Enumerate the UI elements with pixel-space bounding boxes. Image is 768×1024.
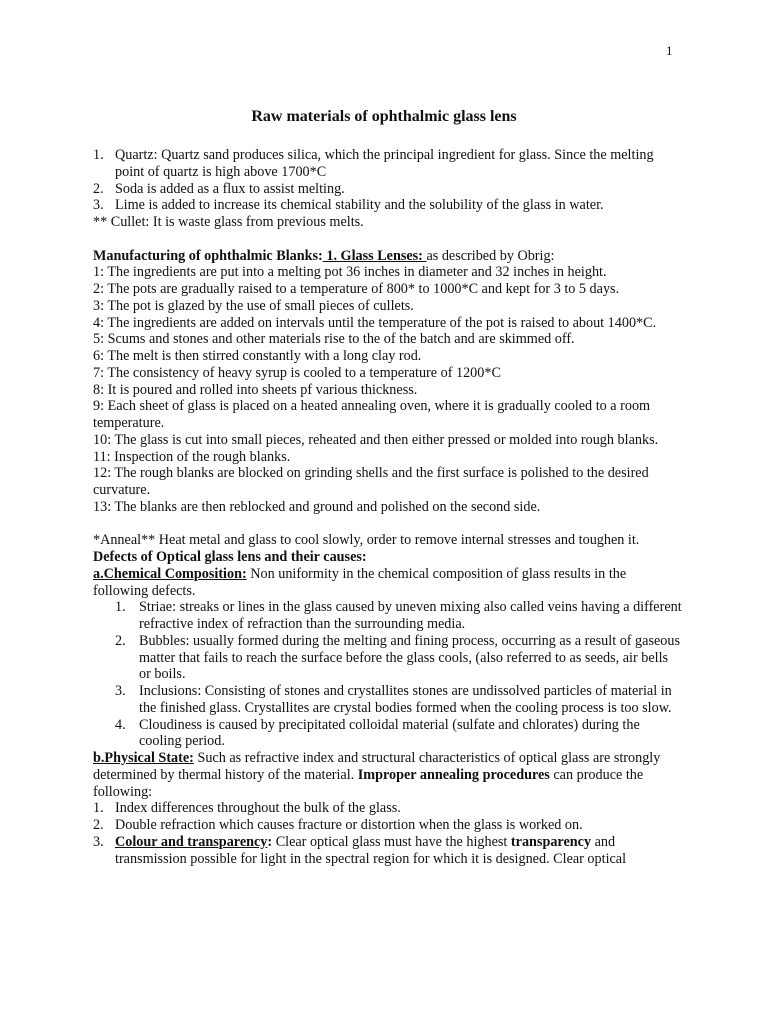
document-title: Raw materials of ophthalmic glass lens: [251, 108, 517, 125]
list-item: 3. Colour and transparency: Clear optical glass must have the highest transparency and transmission possible for light in the spectral region for which it is designed. Clear optical: [93, 833, 627, 867]
list-item: 4: The ingredients are added on intervals until the temperature of the pot is raised to about 1400*C.: [93, 314, 657, 331]
list-item: 2: The pots are gradually raised to a temperature of 800* to 1000*C and kept for 3 to 5 days.: [93, 281, 620, 297]
page-number: 1: [666, 43, 673, 58]
raw-materials-list: [93, 147, 683, 214]
anneal-note: *Anneal** Heat metal and glass to cool slowly, order to remove internal stresses and toughen it.: [93, 532, 640, 549]
list-item: 3. Lime is added to increase its chemical stability and the solubility of the glass in water.: [93, 197, 604, 214]
list-item: 3: The pot is glazed by the use of small pieces of cullets.: [93, 297, 414, 314]
physical-state-paragraph: b.Physical State: Such as refractive index and structural characteristics of optical glass are strongly determined by thermal history of the material. Improper annealing procedures can produce the following:: [93, 750, 661, 800]
list-item: 1. Index differences throughout the bulk of the glass.: [93, 800, 401, 817]
list-item: 10: The glass is cut into small pieces, reheated and then either pressed or molded into rough blanks.: [93, 431, 659, 448]
list-item: 11: Inspection of the rough blanks.: [93, 448, 291, 465]
manufacturing-steps: [93, 264, 683, 515]
list-item: 9: Each sheet of glass is placed on a heated annealing oven, where it is gradually cooled to a room temperature.: [93, 398, 651, 431]
list-item: 1. Quartz: Quartz sand produces silica, which the principal ingredient for glass. Since the melting point of quartz is high above 1700*C: [93, 147, 654, 180]
list-item: 7: The consistency of heavy syrup is cooled to a temperature of 1200*C: [93, 364, 501, 381]
defects-heading: Defects of Optical glass lens and their causes:: [93, 549, 367, 565]
list-item: 13: The blanks are then reblocked and ground and polished on the second side.: [93, 498, 541, 515]
cullet-note: ** Cullet: It is waste glass from previous melts.: [93, 214, 364, 230]
list-item: 1: The ingredients are put into a melting pot 36 inches in diameter and 32 inches in height.: [93, 264, 607, 281]
list-item: 2. Double refraction which causes fracture or distortion when the glass is worked on.: [93, 817, 583, 833]
list-item: 2. Bubbles: usually formed during the melting and fining process, occurring as a result of gaseous matter that fails to reach the surface before the glass cools, (also referred to as seeds, air bells or boils.: [115, 632, 680, 683]
list-item: 5: Scums and stones and other materials rise to the of the batch and are skimmed off.: [93, 331, 575, 348]
chemical-defects-list: [93, 599, 683, 750]
list-item: 6: The melt is then stirred constantly with a long clay rod.: [93, 348, 422, 364]
chemical-composition-paragraph: a.Chemical Composition: Non uniformity in the chemical composition of glass results in the following defects.: [93, 565, 627, 599]
list-item: 3. Inclusions: Consisting of stones and crystallites stones are undissolved particles of material in the finished glass. Crystallites are crystal bodies formed when the cooling process is too slow.: [115, 683, 672, 716]
physical-defects-list: [93, 800, 683, 867]
list-item: 1. Striae: streaks or lines in the glass caused by uneven mixing also called veins having a different refractive index of refraction than the surrounding media.: [115, 599, 682, 632]
list-item: 4. Cloudiness is caused by precipitated colloidal material (sulfate and chlorates) during the cooling period.: [115, 716, 640, 750]
list-item: 12: The rough blanks are blocked on grinding shells and the first surface is polished to the desired curvature.: [93, 465, 649, 498]
manufacturing-heading: Manufacturing of ophthalmic Blanks: 1. Glass Lenses: as described by Obrig:: [93, 247, 555, 264]
document-body: [93, 147, 683, 867]
list-item: 2. Soda is added as a flux to assist melting.: [93, 180, 345, 197]
list-item: 8: It is poured and rolled into sheets pf various thickness.: [93, 381, 418, 398]
